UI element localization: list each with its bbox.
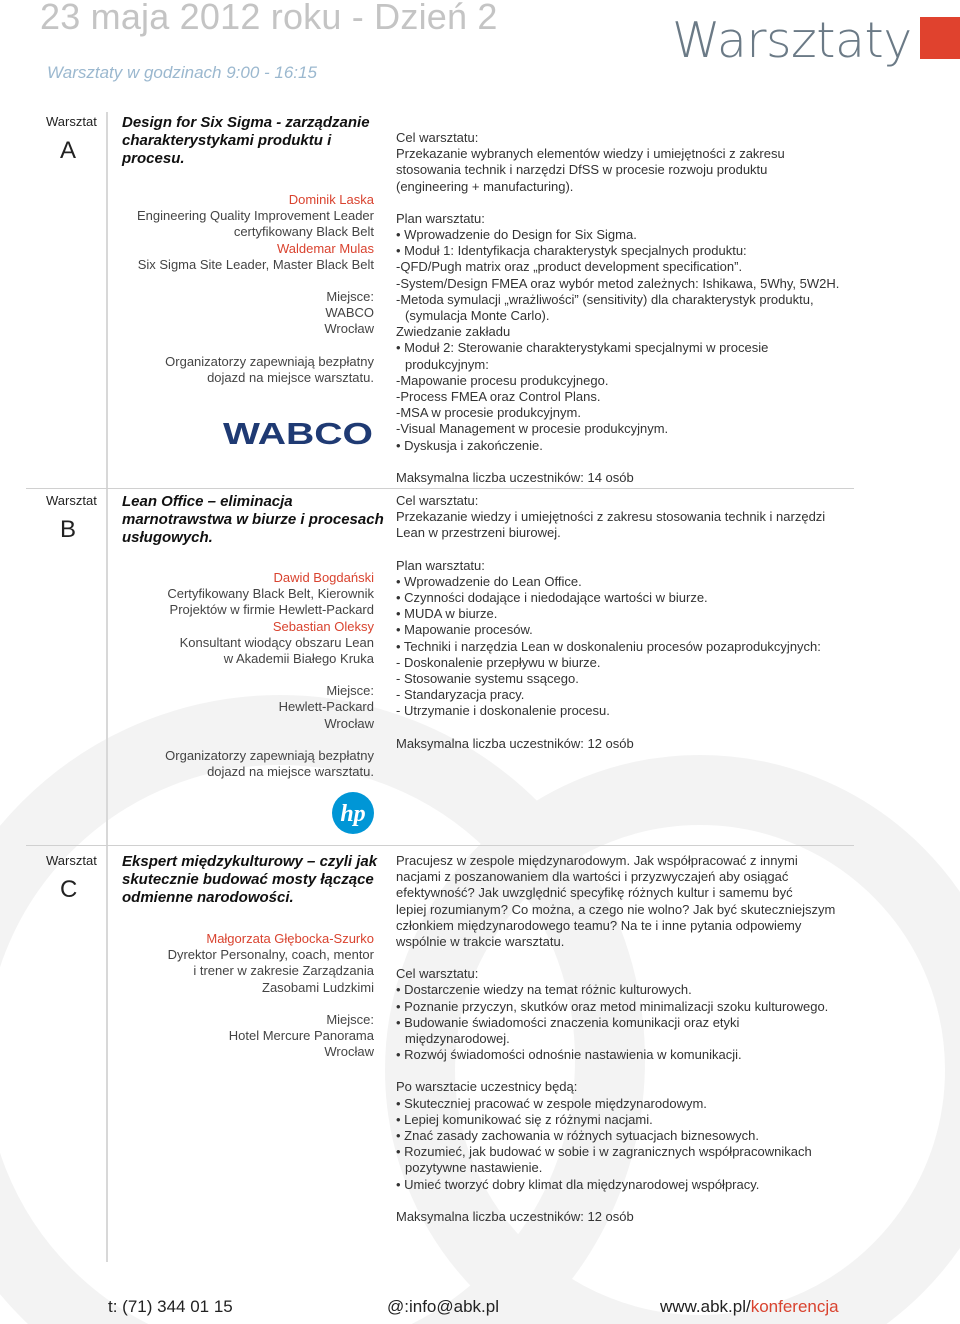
trainer-role: i trener w zakresie Zarządzania [193, 963, 374, 979]
goal-heading: Cel warsztatu: [396, 130, 479, 145]
trainer-role: certyfikowany Black Belt [233, 224, 374, 240]
workshop-label: Warsztat [46, 114, 97, 129]
workshop-info [112, 570, 374, 780]
wabco-logo-text: WABCO [223, 419, 373, 447]
goal-line: Lean w przestrzeni biurowej. [396, 525, 561, 541]
max-participants: Maksymalna liczba uczestników: 14 osób [396, 469, 634, 485]
outcome-line: • Skuteczniej pracować w zespole międzynarodowym. [396, 1095, 707, 1111]
plan-line: -QFD/Pugh matrix oraz „product development specification”. [396, 259, 743, 275]
plan-line: • Moduł 1: Identyfikacja charakterystyk specjalnych produktu: [396, 243, 747, 259]
wabco-logo [222, 419, 374, 447]
plan-line: • Techniki i narzędzia Lean w doskonaleniu procesów pozaprodukcyjnych: [396, 638, 821, 654]
plan-line: • Czynności dodające i niedodające wartości w biurze. [396, 590, 708, 606]
footer-website-main[interactable]: www.abk.pl/ [660, 1297, 751, 1316]
hp-logo-text: hp [340, 801, 366, 827]
intro-line: wspólnie w trakcie warsztatu. [396, 934, 565, 950]
trainer-role: Konsultant wiodący obszaru Lean [179, 634, 374, 650]
outcome-line: • Znać zasady zachowania w różnych sytuacjach biznesowych. [396, 1128, 759, 1144]
plan-line: -System/Design FMEA oraz wybór metod zależnych: Ishikawa, 5Why, 5W2H. [396, 275, 840, 291]
plan-line: -Metoda symulacji „wrażliwości” (sensitivity) dla charakterystyk produktu, [396, 291, 814, 307]
plan-line: • MUDA w biurze. [396, 606, 498, 622]
intro-line: Pracujesz w zespole międzynarodowym. Jak współpracować z innymi [396, 853, 798, 868]
intro-line: członkiem międzynarodowego teamu? Na te i inne pytania odpowiemy [396, 917, 802, 933]
workshop-title: Ekspert międzykulturowy – czyli jak skutecznie budować mosty łączące odmienne narodowości. [122, 853, 378, 906]
place-line: Wrocław [324, 715, 374, 731]
transport-note: Organizatorzy zapewniają bezpłatny [165, 747, 374, 763]
transport-note: Organizatorzy zapewniają bezpłatny [165, 353, 374, 369]
footer-phone: t: (71) 344 01 15 [108, 1297, 233, 1316]
page-title: 23 maja 2012 roku - Dzień 2 [40, 0, 498, 37]
workshop-title: Lean Office – eliminacja marnotrawstwa w biurze i procesach usługowych. [122, 493, 384, 546]
workshop-letter: C [60, 876, 78, 903]
place-line: Wrocław [324, 321, 374, 337]
plan-heading: Plan warsztatu: [396, 557, 485, 573]
place-line: Wrocław [324, 1044, 374, 1060]
plan-line: (symulacja Monte Carlo). [405, 308, 550, 324]
workshop-letter: B [60, 516, 77, 543]
place-label: Miejsce: [326, 1011, 374, 1027]
goal-line: • Rozwój świadomości odnośnie nastawienia w komunikacji. [396, 1047, 742, 1063]
goal-line: (engineering + manufacturing). [396, 178, 574, 194]
outcomes-heading: Po warsztacie uczestnicy będą: [396, 1079, 578, 1095]
workshop-details [396, 853, 856, 1225]
max-participants: Maksymalna liczba uczestników: 12 osób [396, 1208, 634, 1224]
trainer-role: Engineering Quality Improvement Leader [136, 208, 374, 224]
trainer-name: Dominik Laska [288, 192, 374, 207]
plan-line: - Stosowanie systemu ssącego. [396, 671, 579, 687]
goal-line: stosowania technik i narzędzi DfSS w procesie rozwoju produktu [396, 162, 768, 178]
goal-line: • Budowanie świadomości znaczenia komunikacji oraz etyki [396, 1014, 740, 1030]
workshop-details [396, 130, 856, 486]
plan-line: -Mapowanie procesu produkcyjnego. [396, 372, 609, 388]
outcome-line: • Rozumieć, jak budować w sobie i w zagranicznych współpracownikach [396, 1144, 812, 1160]
plan-line: - Doskonalenie przepływu w biurze. [396, 654, 601, 670]
goal-line: Przekazanie wybranych elementów wiedzy i umiejętności z zakresu [396, 146, 785, 162]
divider-a-b [26, 488, 854, 489]
intro-line: nacjami z poszanowaniem dla wartości i przyzwyczajeń aby osiągać [396, 869, 789, 885]
footer-website[interactable] [660, 1297, 839, 1317]
trainer-role: Zasobami Ludzkimi [262, 979, 374, 995]
goal-heading: Cel warsztatu: [396, 966, 479, 982]
page-subtitle: Warsztaty w godzinach 9:00 - 16:15 [47, 63, 317, 82]
plan-line: • Wprowadzenie do Design for Six Sigma. [396, 227, 637, 243]
outcome-line: pozytywne nastawienie. [405, 1160, 543, 1176]
vertical-divider [106, 112, 108, 1262]
footer-website-accent[interactable]: konferencja [750, 1297, 839, 1316]
transport-note: dojazd na miejsce warsztatu. [207, 369, 374, 385]
workshop-label: Warsztat [46, 493, 97, 508]
trainer-name: Sebastian Oleksy [272, 618, 374, 634]
trainer-role: Certyfikowany Black Belt, Kierownik [167, 586, 374, 602]
plan-line: • Mapowanie procesów. [396, 622, 533, 638]
goal-line: • Dostarczenie wiedzy na temat różnic kulturowych. [396, 982, 692, 998]
intro-line: lepiej rozumianym? Co można, a czego nie wolno? Jak być skuteczniejszym [396, 901, 836, 917]
plan-line: - Standaryzacja pracy. [396, 687, 525, 703]
workshop-letter: A [60, 137, 77, 164]
workshop-title: Design for Six Sigma - zarządzanie charakterystykami produktu i procesu. [122, 114, 370, 167]
goal-heading: Cel warsztatu: [396, 493, 479, 508]
plan-line: • Dyskusja i zakończenie. [396, 437, 543, 453]
workshop-info [112, 192, 374, 386]
workshop-info [112, 931, 374, 1060]
outcome-line: • Umieć tworzyć dobry klimat dla międzynarodowej współpracy. [396, 1176, 760, 1192]
plan-line: • Wprowadzenie do Lean Office. [396, 573, 582, 589]
trainer-role: Dyrektor Personalny, coach, mentor [167, 947, 374, 963]
place-label: Miejsce: [326, 683, 374, 699]
trainer-name: Waldemar Mulas [276, 240, 374, 256]
plan-line: - Utrzymanie i doskonalenie procesu. [396, 703, 610, 719]
plan-line: produkcyjnym: [405, 356, 489, 372]
plan-heading: Plan warsztatu: [396, 210, 485, 226]
hp-logo [331, 791, 375, 835]
place-line: WABCO [325, 305, 374, 321]
max-participants: Maksymalna liczba uczestników: 12 osób [396, 735, 634, 751]
trainer-role: Projektów w firmie Hewlett-Packard [169, 602, 374, 618]
workshop-details [396, 493, 856, 752]
place-label: Miejsce: [326, 289, 374, 305]
trainer-name: Dawid Bogdański [273, 570, 374, 585]
place-line: Hotel Mercure Panorama [228, 1028, 374, 1044]
plan-line: • Moduł 2: Sterowanie charakterystykami specjalnymi w procesie [396, 340, 769, 356]
plan-line: -Visual Management w procesie produkcyjnym. [396, 421, 669, 437]
plan-line: -Process FMEA oraz Control Plans. [396, 389, 601, 405]
trainer-role: Six Sigma Site Leader, Master Black Belt [137, 256, 374, 272]
goal-line: • Poznanie przyczyn, skutków oraz metod minimalizacji szoku kulturowego. [396, 998, 829, 1014]
corner-accent [920, 17, 960, 59]
trainer-role: w Akademii Białego Kruka [223, 651, 374, 667]
plan-line: -MSA w procesie produkcyjnym. [396, 405, 581, 421]
intro-line: efektywność? Jak uwzględnić specyfikę różnych kultur i samemu być [396, 885, 793, 901]
footer-email[interactable]: @:info@abk.pl [387, 1297, 500, 1316]
divider-b-c [26, 845, 854, 846]
transport-note: dojazd na miejsce warsztatu. [207, 764, 374, 780]
goal-line: Przekazanie wiedzy i umiejętności z zakresu stosowania technik i narzędzi [396, 509, 826, 525]
workshop-label: Warsztat [46, 853, 97, 868]
outcome-line: • Lepiej komunikować się z różnymi nacjami. [396, 1111, 653, 1127]
trainer-name: Małgorzata Głębocka-Szurko [206, 931, 374, 946]
plan-line: Zwiedzanie zakładu [396, 324, 511, 340]
place-line: Hewlett-Packard [278, 699, 374, 715]
section-title: Warsztaty [672, 12, 912, 69]
goal-line: międzynarodowej. [405, 1031, 510, 1047]
